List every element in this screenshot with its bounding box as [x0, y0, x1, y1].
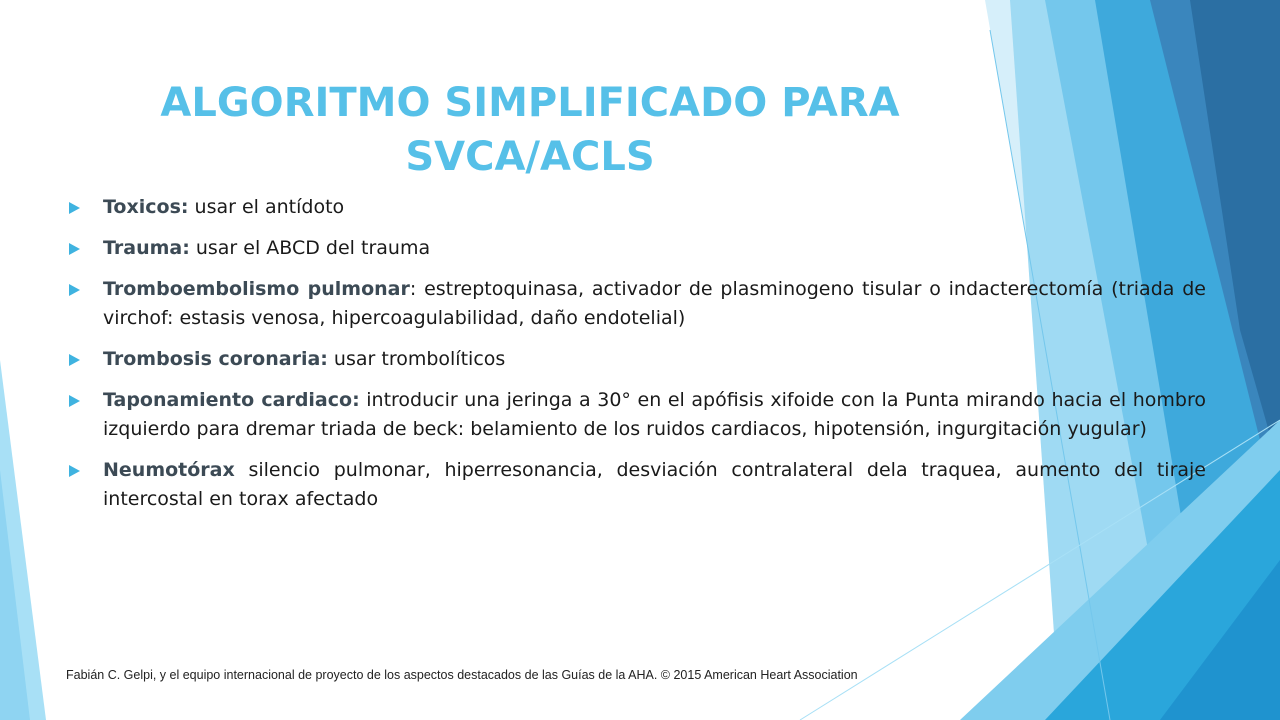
bullet-item-trombosis: [66, 345, 1206, 374]
bullet-text: silencio pulmonar, hiperresonancia, desviación contralateral dela traquea, aumento del tiraje intercostal en torax afectado: [103, 459, 1206, 510]
bullet-text: usar el ABCD del trauma: [189, 237, 431, 259]
source-citation: Fabián C. Gelpi, y el equipo internacional de proyecto de los aspectos destacados de las Guías de la AHA. © 2015 American Heart Association: [66, 668, 858, 682]
triangle-bullet-icon: [69, 395, 80, 407]
bullet-item-taponamiento: [66, 386, 1206, 444]
bullet-term: Toxicos:: [103, 196, 189, 218]
triangle-bullet-icon: [69, 243, 80, 255]
triangle-bullet-icon: [69, 465, 80, 477]
bullet-item-trauma: [66, 234, 1206, 263]
slide-title: [120, 76, 940, 184]
bullet-text: introducir una jeringa a 30° en el apófisis xifoide con la Punta mirando hacia el hombro izquierdo para dremar triada de beck: belamiento de los ruidos cardiacos, hipotensión, ingurgitación yugular): [103, 389, 1206, 440]
bullet-term: Trauma:: [103, 237, 190, 259]
bullet-text: usar el antídoto: [188, 196, 345, 218]
bullet-text: : estreptoquinasa, activador de plasminogeno tisular o indacterectomía (triada de virchof: estasis venosa, hipercoagulabilidad, daño endotelial): [103, 278, 1206, 329]
bullet-term: Trombosis coronaria:: [103, 348, 328, 370]
bullet-item-toxicos: [66, 193, 1206, 222]
bullet-list: [66, 193, 1206, 526]
bullet-term: Tromboembolismo pulmonar: [103, 278, 410, 300]
triangle-bullet-icon: [69, 354, 80, 366]
bullet-text: usar trombolíticos: [327, 348, 506, 370]
bullet-item-tromboembolismo: [66, 275, 1206, 333]
slide-title-line-2: SVCA/ACLS: [405, 134, 655, 180]
bullet-term: Taponamiento cardiaco:: [103, 389, 360, 411]
slide-title-line-1: ALGORITMO SIMPLIFICADO PARA: [160, 80, 900, 126]
bullet-item-neumotorax: [66, 456, 1206, 514]
triangle-bullet-icon: [69, 284, 80, 296]
bullet-term: Neumotórax: [103, 459, 235, 481]
triangle-bullet-icon: [69, 202, 80, 214]
